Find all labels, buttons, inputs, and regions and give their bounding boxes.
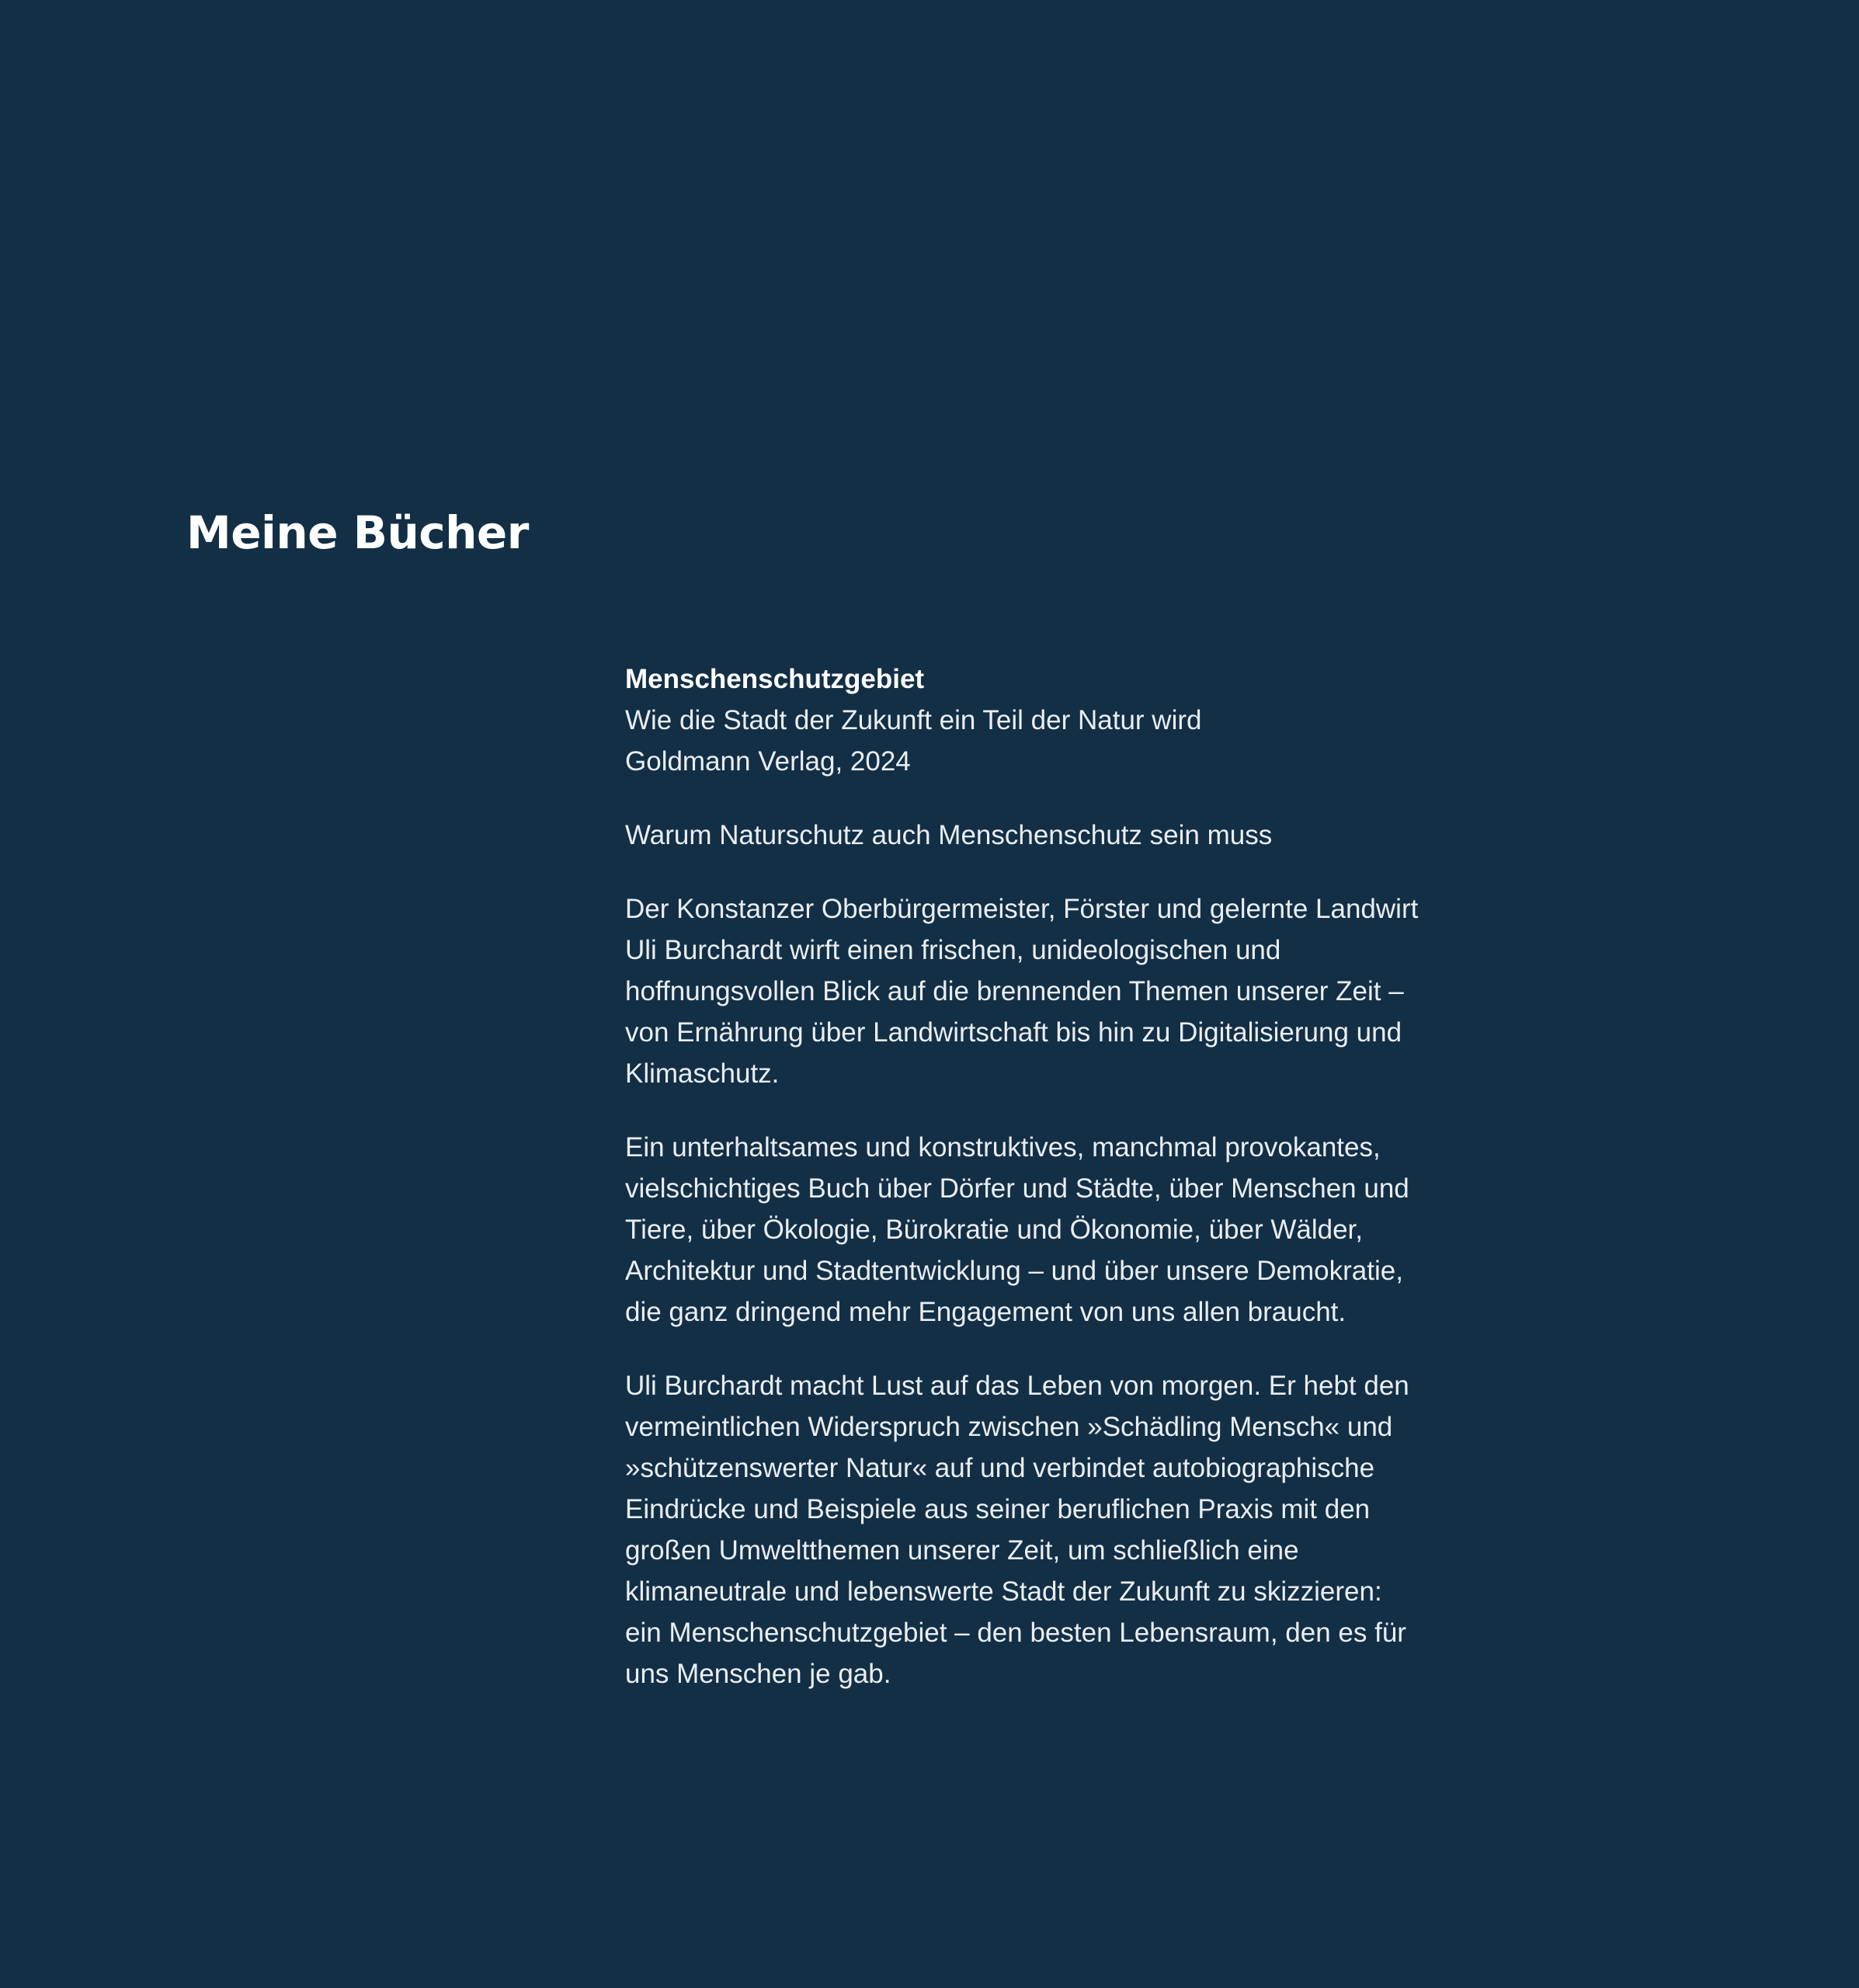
book-subtitle: Wie die Stadt der Zukunft ein Teil der Natur wird: [625, 705, 1202, 735]
paragraph-line: klimaneutrale und lebenswerte Stadt der Zukunft zu skizzieren:: [625, 1576, 1382, 1607]
paragraph-line: Klimaschutz.: [625, 1058, 780, 1089]
book-description-paragraph: [625, 1127, 1448, 1333]
book-meta: [625, 659, 1448, 782]
paragraph-line: die ganz dringend mehr Engagement von uns allen braucht.: [625, 1297, 1346, 1327]
paragraph-line: Architektur und Stadtentwicklung – und über unsere Demokratie,: [625, 1256, 1403, 1286]
paragraph-line: vermeintlichen Widerspruch zwischen »Schädling Mensch« und: [625, 1412, 1393, 1442]
paragraph-line: Der Konstanzer Oberbürgermeister, Förster und gelernte Landwirt: [625, 894, 1419, 924]
book-tagline: Warum Naturschutz auch Menschenschutz sein muss: [625, 820, 1273, 850]
paragraph-line: von Ernährung über Landwirtschaft bis hin zu Digitalisierung und: [625, 1017, 1402, 1048]
book-publisher: Goldmann Verlag, 2024: [625, 746, 911, 777]
paragraph-line: vielschichtiges Buch über Dörfer und Städte, über Menschen und: [625, 1173, 1409, 1204]
paragraph-line: Uli Burchardt macht Lust auf das Leben von morgen. Er hebt den: [625, 1371, 1409, 1401]
paragraph-line: uns Menschen je gab.: [625, 1659, 891, 1689]
book-entry: [625, 659, 1448, 1727]
paragraph-line: »schützenswerter Natur« auf und verbindet autobiographische: [625, 1453, 1375, 1483]
paragraph-line: großen Umweltthemen unserer Zeit, um schließlich eine: [625, 1535, 1299, 1566]
paragraph-line: ein Menschenschutzgebiet – den besten Lebensraum, den es für: [625, 1618, 1406, 1648]
book-title: Menschenschutzgebiet: [625, 664, 925, 694]
paragraph-line: hoffnungsvollen Blick auf die brennenden Themen unserer Zeit –: [625, 976, 1404, 1006]
book-description-paragraph: [625, 888, 1448, 1094]
paragraph-line: Uli Burchardt wirft einen frischen, unideologischen und: [625, 935, 1281, 965]
book-description-paragraph: [625, 1365, 1448, 1694]
paragraph-line: Tiere, über Ökologie, Bürokratie und Ökonomie, über Wälder,: [625, 1215, 1364, 1245]
section-title: Meine Bücher: [186, 506, 529, 559]
paragraph-line: Ein unterhaltsames und konstruktives, manchmal provokantes,: [625, 1132, 1381, 1163]
paragraph-line: Eindrücke und Beispiele aus seiner beruflichen Praxis mit den: [625, 1494, 1371, 1524]
